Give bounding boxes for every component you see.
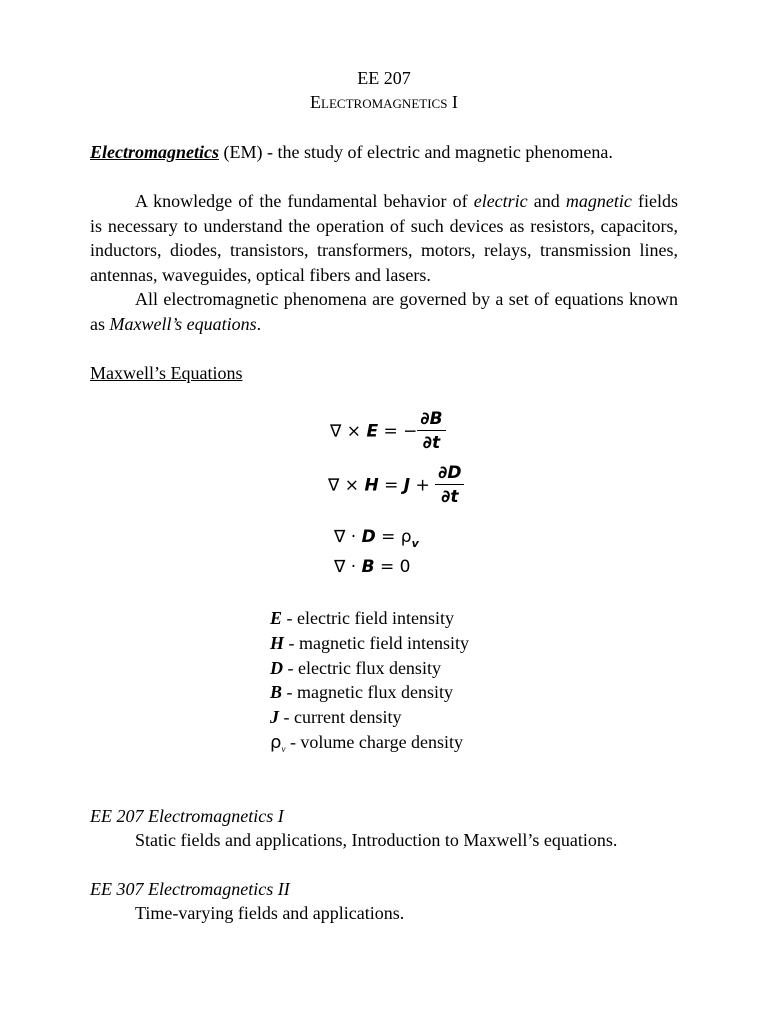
maxwell-heading: Maxwell’s Equations bbox=[90, 363, 243, 383]
eq1-den-text: ∂t bbox=[422, 433, 441, 453]
p2-end: . bbox=[256, 313, 262, 334]
p2-maxwell: Maxwell’s equations bbox=[109, 313, 257, 334]
def-symbol: B bbox=[270, 682, 283, 703]
eq2-fraction bbox=[435, 463, 464, 508]
p1-magnetic: magnetic bbox=[565, 191, 632, 211]
em-definition bbox=[90, 140, 678, 165]
eq2-den-text: ∂t bbox=[441, 487, 459, 507]
eq2-numerator bbox=[435, 463, 464, 485]
eq2-plus: + bbox=[410, 475, 436, 496]
eq3-subscript: v bbox=[411, 537, 419, 550]
def-text: - magnetic field intensity bbox=[284, 632, 469, 653]
eq2-num-text: ∂D bbox=[438, 463, 462, 483]
equation-ampere bbox=[328, 463, 464, 508]
def-text: - electric field intensity bbox=[282, 608, 454, 628]
def-symbol: H bbox=[270, 632, 285, 653]
p1-and: and bbox=[527, 191, 566, 211]
eq1-equals: = − bbox=[378, 421, 418, 442]
def-subscript: v bbox=[281, 743, 286, 754]
course-title-ee207: EE 207 Electromagnetics I bbox=[90, 806, 284, 826]
course-desc-ee307: Time-varying fields and applications. bbox=[135, 903, 405, 923]
em-abbr: (EM) bbox=[223, 142, 263, 162]
eq2-lhs: H bbox=[364, 475, 379, 496]
definition-item bbox=[270, 656, 469, 681]
intro-paragraph-1 bbox=[90, 189, 678, 287]
eq3-operator: ∇ · bbox=[334, 527, 362, 547]
eq1-numerator bbox=[417, 409, 445, 431]
def-symbol: D bbox=[270, 657, 283, 678]
p1-text-a: A knowledge of the fundamental behavior of bbox=[135, 191, 474, 211]
course-number: EE 207 bbox=[357, 68, 411, 88]
definition-item bbox=[270, 631, 469, 656]
def-text: - electric flux density bbox=[283, 657, 441, 678]
equation-faraday bbox=[330, 409, 446, 454]
equation-gauss-electric bbox=[334, 526, 419, 555]
p1-text-b: fields is necessary to understand the operation of such devices as resistors, capacitors, inductors, diodes, transistors, transformers, motors, relays, transmission lines, antennas, waveguides, optical fibers and lasers. bbox=[90, 191, 678, 285]
eq2-operator: ∇ × bbox=[328, 475, 365, 496]
definition-item bbox=[270, 730, 469, 755]
symbol-definitions bbox=[270, 606, 469, 755]
equation-gauss-magnetic bbox=[334, 556, 410, 578]
eq2-denominator bbox=[441, 485, 458, 508]
def-symbol: E bbox=[270, 608, 283, 628]
course-subject: Electromagnetics I bbox=[310, 92, 458, 112]
def-text: - magnetic flux density bbox=[282, 682, 453, 703]
definition-item bbox=[270, 705, 469, 730]
def-symbol: J bbox=[270, 707, 279, 728]
intro-paragraph-2 bbox=[90, 287, 678, 336]
em-definition-text: - the study of electric and magnetic phenomena. bbox=[267, 142, 613, 162]
p1-electric: electric bbox=[473, 191, 528, 211]
def-text: - current density bbox=[279, 707, 402, 728]
eq1-operator: ∇ × bbox=[330, 421, 367, 442]
course-desc-ee207: Static fields and applications, Introduction to Maxwell’s equations. bbox=[135, 830, 618, 850]
eq4-lhs: B bbox=[361, 557, 375, 577]
eq1-lhs: E bbox=[366, 421, 379, 442]
eq3-lhs: D bbox=[361, 527, 376, 547]
eq1-denominator bbox=[423, 431, 440, 454]
definition-item bbox=[270, 680, 469, 705]
eq2-rhs: J bbox=[403, 475, 411, 496]
course-title-ee307: EE 307 Electromagnetics II bbox=[90, 879, 290, 899]
eq4-operator: ∇ · bbox=[334, 557, 362, 577]
def-text: - volume charge density bbox=[285, 731, 464, 752]
eq2-equals: = bbox=[378, 475, 404, 496]
def-symbol: ρ bbox=[270, 731, 282, 753]
eq4-rhs: = 0 bbox=[374, 557, 411, 577]
p2-text-a: All electromagnetic phenomena are governed by a set of equations known as bbox=[90, 289, 678, 334]
em-term: Electromagnetics bbox=[90, 142, 219, 162]
definition-item bbox=[270, 606, 469, 631]
eq1-fraction bbox=[417, 409, 445, 454]
eq1-num-text: ∂B bbox=[420, 409, 443, 429]
eq3-rhs: = ρ bbox=[375, 527, 412, 547]
